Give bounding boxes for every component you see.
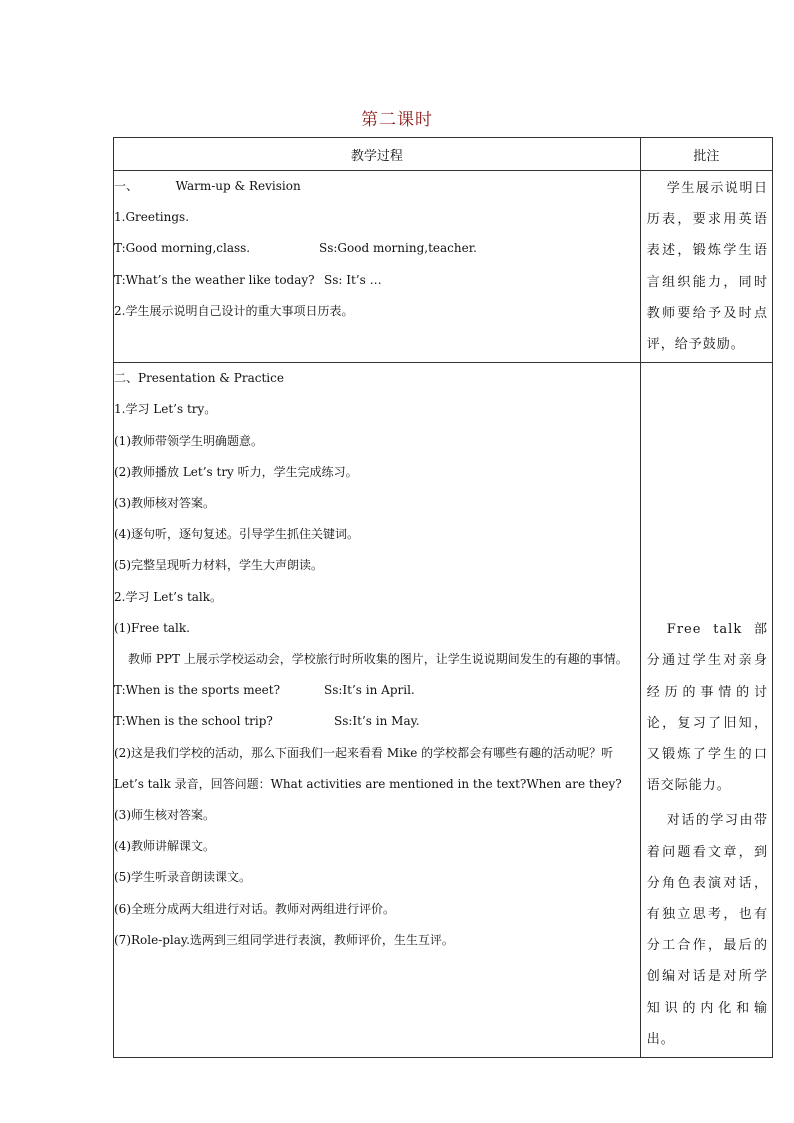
list-item: (3)师生核对答案。: [114, 808, 215, 823]
paragraph: 教师 PPT 上展示学校运动会，学校旅行时所收集的图片，让学生说说期间发生的有趣的事情。: [128, 652, 628, 667]
list-item: (3)教师核对答案。: [114, 496, 215, 511]
header-process: 教学过程: [114, 138, 641, 171]
section-number: 一、: [114, 179, 139, 193]
dialogue-line: [114, 675, 640, 706]
teacher-line: T:What’s the weather like today?: [114, 272, 315, 287]
student-line: Ss:Good morning,teacher.: [319, 241, 477, 256]
dialogue-line: [114, 706, 640, 737]
teacher-line: T:When is the sports meet?: [114, 683, 281, 698]
section-warmup-row: [114, 171, 773, 363]
list-item: (5)完整呈现听力材料，学生大声朗读。: [114, 558, 323, 573]
annotation-text: 对话的学习由带着问题看文章，到分角色表演对话，有独立思考，也有分工合作，最后的创编对话是对所学知识的内化和输出。: [646, 813, 768, 1047]
header-notes: 批注: [640, 138, 772, 171]
list-item: 2.学习 Let’s talk。: [114, 589, 223, 604]
student-line: Ss:It’s in May.: [334, 714, 420, 729]
paragraph: (2)这是我们学校的活动，那么下面我们一起来看看 Mike 的学校都会有哪些有趣的活动呢？听 Let’s talk 录音，回答问题：What activities are mentioned in the text?When are they?: [114, 745, 622, 791]
student-line: Ss:It’s in April.: [324, 683, 415, 698]
section-title: Warm-up & Revision: [175, 179, 301, 193]
list-item: (1)Free talk.: [114, 620, 190, 635]
section-heading: [114, 171, 640, 202]
presentation-note-cell: [640, 363, 772, 1058]
list-item: 1.Greetings.: [114, 210, 190, 225]
list-item: 1.学习 Let’s try。: [114, 402, 217, 417]
list-item: (4)逐句听，逐句复述。引导学生抓住关键词。: [114, 527, 359, 542]
section-heading: 二、Presentation & Practice: [114, 371, 284, 386]
teacher-line: T:When is the school trip?: [114, 714, 273, 729]
lesson-plan-table: [113, 137, 773, 1058]
list-item: (6)全班分成两大组进行对话。教师对两组进行评价。: [114, 901, 396, 916]
annotation-text: Free talk 部分通过学生对亲身经历的事情的讨论，复习了旧知，又锻炼了学生的口语交际能力。: [646, 622, 768, 794]
presentation-process-cell: [114, 363, 641, 1058]
dialogue-line: [114, 233, 640, 264]
section-presentation-row: [114, 363, 773, 1058]
table-header-row: [114, 138, 773, 171]
student-line: Ss: It’s …: [324, 272, 382, 287]
teacher-line: T:Good morning,class.: [114, 241, 251, 256]
page-title: 第二课时: [361, 110, 433, 130]
list-item: (4)教师讲解课文。: [114, 839, 215, 854]
list-item: (5)学生听录音朗读课文。: [114, 870, 251, 885]
list-item: (7)Role-play.选两到三组同学进行表演，教师评价，生生互评。: [114, 932, 454, 947]
warmup-note-cell: [640, 171, 772, 363]
annotation-text: 学生展示说明日历表，要求用英语表述，锻炼学生语言组织能力，同时教师要给予及时点评，给予鼓励。: [646, 181, 768, 353]
list-item: (1)教师带领学生明确题意。: [114, 433, 263, 448]
warmup-process-cell: [114, 171, 641, 363]
list-item: 2.学生展示说明自己设计的重大事项日历表。: [114, 303, 354, 318]
list-item: (2)教师播放 Let’s try 听力，学生完成练习。: [114, 464, 358, 479]
dialogue-line: [114, 265, 640, 296]
